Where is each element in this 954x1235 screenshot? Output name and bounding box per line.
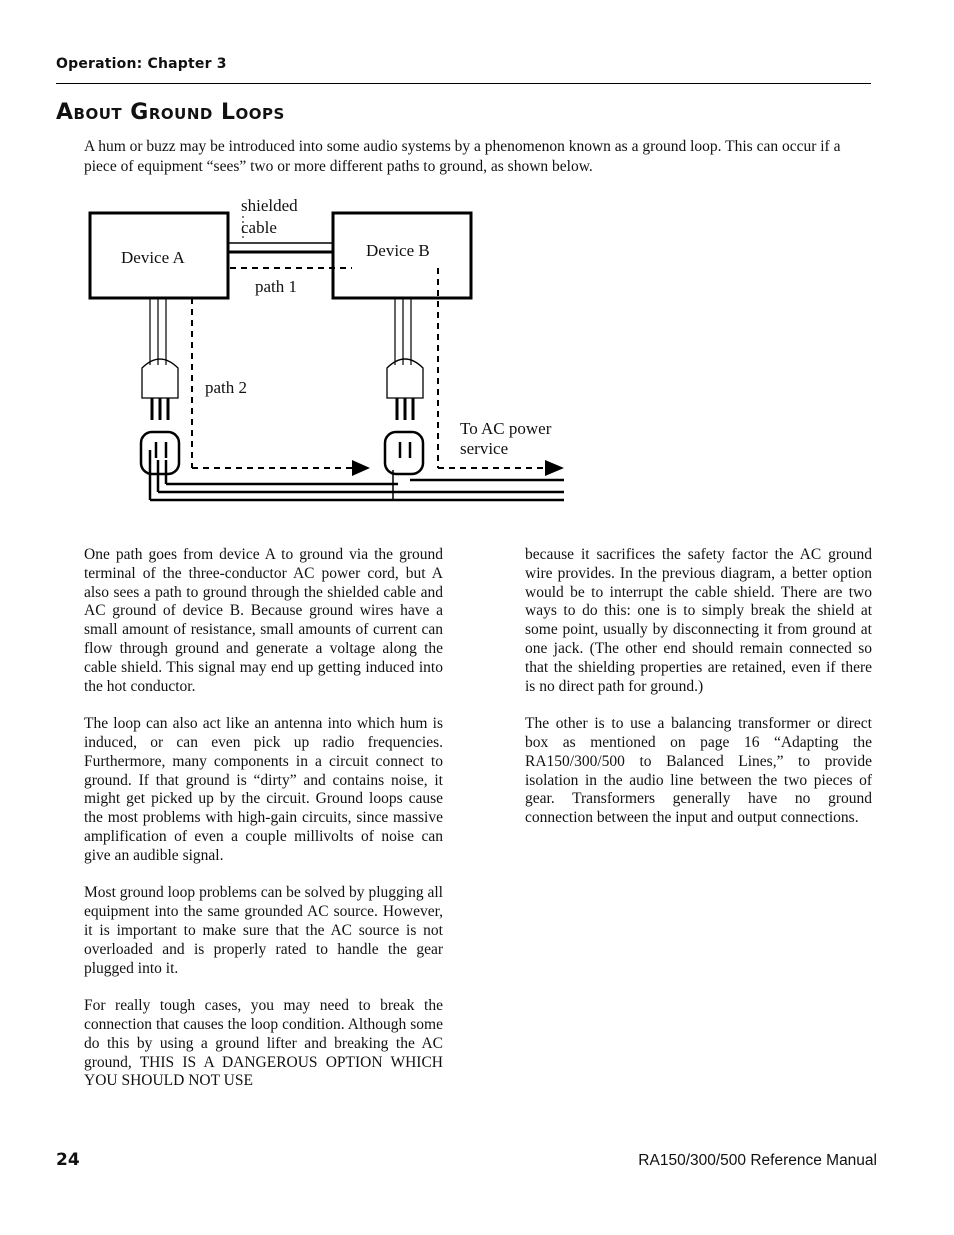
- ground-loop-diagram: [80, 190, 580, 510]
- arrow-icon: [352, 460, 370, 476]
- outlet-a-icon: [141, 432, 179, 474]
- plug-a-icon: [142, 359, 178, 398]
- page-title: About Ground Loops: [56, 100, 285, 125]
- header-rule: [56, 83, 871, 84]
- path2-label: path 2: [205, 378, 248, 397]
- body-paragraph: because it sacrifices the safety factor the AC ground wire provides. In the previous diagram, a better option would be to interrupt the cable shield. There are two ways to do this: one is to simply break the shield at some point, usually by disconnecting it from ground at one jack. (The other end should remain connected so that the shielding properties are retained, even if there is no direct path for ground.): [525, 546, 872, 695]
- cable-label: cable: [241, 218, 277, 237]
- manual-title: RA150/300/500 Reference Manual: [638, 1152, 877, 1169]
- intro-paragraph: A hum or buzz may be introduced into some audio systems by a phenomenon known as a ground loop. This can occur if a piece of equipment “sees” two or more different paths to ground, as shown below.: [84, 138, 841, 175]
- plug-b-icon: [387, 359, 423, 398]
- body-paragraph: The loop can also act like an antenna into which hum is induced, or can even pick up radio frequencies. Furthermore, many components in a circuit connect to ground. If that ground is “dirty” and contains noise, it might get picked up by the circuit. Ground loops cause the most problems with high-gain circuits, since massive amplification of even a couple millivolts of noise can give an audible signal.: [84, 715, 443, 864]
- outlet-b-icon: [385, 432, 423, 474]
- device-b-label: Device B: [366, 241, 430, 260]
- page-number: 24: [56, 1150, 80, 1170]
- body-paragraph: For really tough cases, you may need to break the connection that causes the loop condition. Although some do this by using a ground lifter and breaking the AC ground, THIS IS A DANGEROUS OPTION WHICH YOU SHOULD NOT USE: [84, 997, 443, 1090]
- body-paragraph: The other is to use a balancing transformer or direct box as mentioned on page 16 “Adapting the RA150/300/500 to Balanced Lines,” to provide isolation in the audio line between the two pieces of gear. Transformers generally have no ground connection between the input and output connections.: [525, 715, 872, 827]
- cable-label: shielded: [241, 196, 298, 215]
- ac-service-label: To AC power: [460, 419, 552, 438]
- device-a-label: Device A: [121, 248, 185, 267]
- ac-service-label: service: [460, 439, 509, 458]
- body-paragraph: Most ground loop problems can be solved by plugging all equipment into the same grounded AC source. However, it is important to make sure that the AC source is not overloaded and is properly rated to handle the gear plugged into it.: [84, 884, 443, 977]
- arrow-icon: [545, 460, 564, 476]
- chapter-header: Operation: Chapter 3: [56, 56, 227, 72]
- body-paragraph: One path goes from device A to ground via the ground terminal of the three-conductor AC power cord, but A also sees a path to ground through the shielded cable and AC ground of device B. Because ground wires have a small amount of resistance, small amounts of current can flow through ground and generate a voltage along the cable shield. This signal may end up getting induced into the hot conductor.: [84, 546, 443, 695]
- body-column-right: [525, 546, 872, 847]
- body-column-left: [84, 546, 443, 1110]
- path1-label: path 1: [255, 277, 298, 296]
